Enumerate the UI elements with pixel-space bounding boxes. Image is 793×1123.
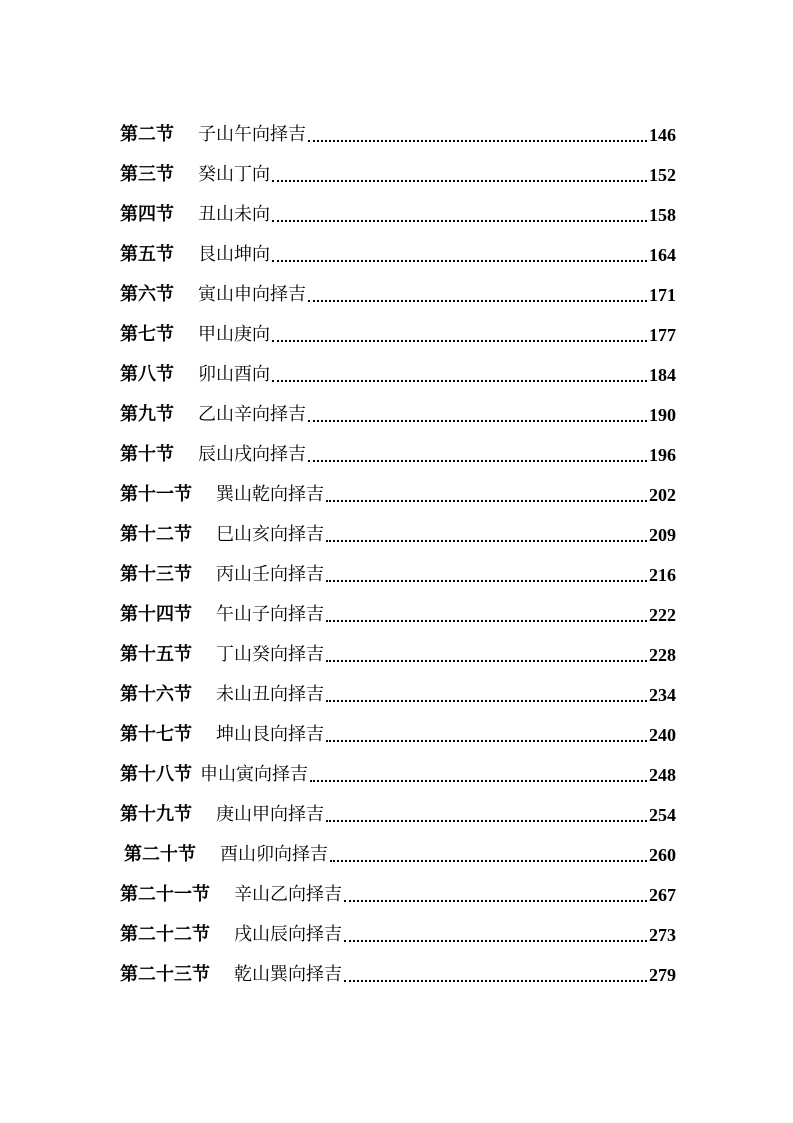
dot-leader bbox=[326, 643, 647, 667]
toc-entry[interactable] bbox=[120, 747, 676, 787]
toc-entry[interactable] bbox=[120, 787, 676, 827]
section-title: 卯山酉向 bbox=[198, 364, 270, 385]
toc-entry[interactable] bbox=[120, 507, 676, 547]
section-number: 第十八节 bbox=[120, 764, 192, 785]
section-number: 第十三节 bbox=[120, 564, 192, 585]
section-title: 巽山乾向择吉 bbox=[216, 484, 324, 505]
dot-leader bbox=[330, 843, 647, 867]
dot-leader bbox=[310, 763, 647, 787]
page-number: 177 bbox=[649, 325, 676, 345]
toc-entry[interactable] bbox=[120, 667, 676, 707]
toc-entry[interactable] bbox=[120, 587, 676, 627]
section-number: 第五节 bbox=[120, 244, 174, 265]
section-number: 第九节 bbox=[120, 404, 174, 425]
section-number: 第三节 bbox=[120, 164, 174, 185]
section-number: 第十九节 bbox=[120, 804, 192, 825]
section-number: 第六节 bbox=[120, 284, 174, 305]
section-title: 辰山戌向择吉 bbox=[198, 444, 306, 465]
toc-entry[interactable] bbox=[120, 827, 676, 867]
page-number: 240 bbox=[649, 725, 676, 745]
toc-entry[interactable] bbox=[120, 107, 676, 147]
dot-leader bbox=[326, 683, 647, 707]
page-number: 260 bbox=[649, 845, 676, 865]
section-number: 第十四节 bbox=[120, 604, 192, 625]
section-title: 庚山甲向择吉 bbox=[216, 804, 324, 825]
toc-entry[interactable] bbox=[120, 147, 676, 187]
section-number: 第十二节 bbox=[120, 524, 192, 545]
page-number: 152 bbox=[649, 165, 676, 185]
toc-entry[interactable] bbox=[120, 347, 676, 387]
section-number: 第十六节 bbox=[120, 684, 192, 705]
page-number: 190 bbox=[649, 405, 676, 425]
dot-leader bbox=[326, 603, 647, 627]
section-number: 第十节 bbox=[120, 444, 174, 465]
section-title: 乙山辛向择吉 bbox=[198, 404, 306, 425]
page-number: 234 bbox=[649, 685, 676, 705]
section-title: 戌山辰向择吉 bbox=[234, 924, 342, 945]
page-number: 196 bbox=[649, 445, 676, 465]
page-number: 254 bbox=[649, 805, 676, 825]
table-of-contents bbox=[120, 107, 676, 987]
page-number: 146 bbox=[649, 125, 676, 145]
section-title: 癸山丁向 bbox=[198, 164, 270, 185]
dot-leader bbox=[326, 523, 647, 547]
dot-leader bbox=[308, 443, 647, 467]
dot-leader bbox=[344, 923, 647, 947]
section-number: 第二十三节 bbox=[120, 964, 210, 985]
dot-leader bbox=[272, 323, 647, 347]
page-number: 171 bbox=[649, 285, 676, 305]
toc-entry[interactable] bbox=[120, 947, 676, 987]
section-number: 第二节 bbox=[120, 124, 174, 145]
section-title: 乾山巽向择吉 bbox=[234, 964, 342, 985]
section-number: 第十五节 bbox=[120, 644, 192, 665]
toc-entry[interactable] bbox=[120, 307, 676, 347]
dot-leader bbox=[326, 563, 647, 587]
toc-entry[interactable] bbox=[120, 387, 676, 427]
toc-entry[interactable] bbox=[120, 627, 676, 667]
page-number: 216 bbox=[649, 565, 676, 585]
page-number: 267 bbox=[649, 885, 676, 905]
dot-leader bbox=[308, 283, 647, 307]
section-number: 第十一节 bbox=[120, 484, 192, 505]
section-title: 辛山乙向择吉 bbox=[234, 884, 342, 905]
section-title: 丙山壬向择吉 bbox=[216, 564, 324, 585]
section-number: 第十七节 bbox=[120, 724, 192, 745]
section-title: 酉山卯向择吉 bbox=[220, 844, 328, 865]
toc-entry[interactable] bbox=[120, 187, 676, 227]
toc-entry[interactable] bbox=[120, 467, 676, 507]
page-number: 273 bbox=[649, 925, 676, 945]
section-title: 甲山庚向 bbox=[198, 324, 270, 345]
section-title: 寅山申向择吉 bbox=[198, 284, 306, 305]
section-number: 第八节 bbox=[120, 364, 174, 385]
dot-leader bbox=[272, 363, 647, 387]
toc-entry[interactable] bbox=[120, 707, 676, 747]
page-number: 184 bbox=[649, 365, 676, 385]
page-number: 228 bbox=[649, 645, 676, 665]
dot-leader bbox=[344, 963, 647, 987]
dot-leader bbox=[272, 203, 647, 227]
dot-leader bbox=[308, 123, 647, 147]
dot-leader bbox=[308, 403, 647, 427]
dot-leader bbox=[272, 243, 647, 267]
section-title: 艮山坤向 bbox=[198, 244, 270, 265]
section-title: 申山寅向择吉 bbox=[200, 764, 308, 785]
dot-leader bbox=[326, 483, 647, 507]
toc-entry[interactable] bbox=[120, 547, 676, 587]
toc-entry[interactable] bbox=[120, 267, 676, 307]
page-number: 222 bbox=[649, 605, 676, 625]
section-title: 丁山癸向择吉 bbox=[216, 644, 324, 665]
page-number: 248 bbox=[649, 765, 676, 785]
section-title: 子山午向择吉 bbox=[198, 124, 306, 145]
page-number: 209 bbox=[649, 525, 676, 545]
section-title: 丑山未向 bbox=[198, 204, 270, 225]
section-number: 第二十一节 bbox=[120, 884, 210, 905]
section-number: 第二十节 bbox=[124, 844, 196, 865]
page-number: 164 bbox=[649, 245, 676, 265]
section-number: 第四节 bbox=[120, 204, 174, 225]
section-number: 第七节 bbox=[120, 324, 174, 345]
dot-leader bbox=[272, 163, 647, 187]
toc-entry[interactable] bbox=[120, 907, 676, 947]
dot-leader bbox=[326, 803, 647, 827]
section-title: 午山子向择吉 bbox=[216, 604, 324, 625]
toc-entry[interactable] bbox=[120, 427, 676, 467]
section-title: 坤山艮向择吉 bbox=[216, 724, 324, 745]
toc-entry[interactable] bbox=[120, 227, 676, 267]
section-title: 巳山亥向择吉 bbox=[216, 524, 324, 545]
page-number: 158 bbox=[649, 205, 676, 225]
page-number: 202 bbox=[649, 485, 676, 505]
toc-entry[interactable] bbox=[120, 867, 676, 907]
dot-leader bbox=[326, 723, 647, 747]
page-number: 279 bbox=[649, 965, 676, 985]
dot-leader bbox=[344, 883, 647, 907]
section-title: 未山丑向择吉 bbox=[216, 684, 324, 705]
section-number: 第二十二节 bbox=[120, 924, 210, 945]
